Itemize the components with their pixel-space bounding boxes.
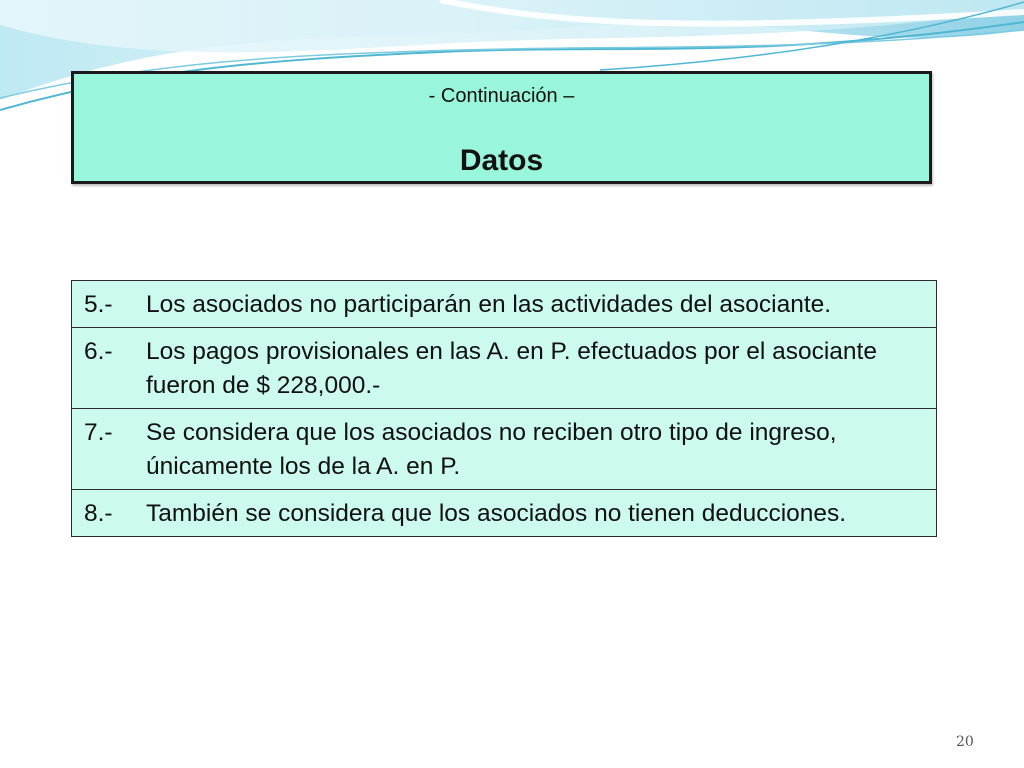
item-number: 8.- — [84, 500, 113, 527]
item-text: Los pagos provisionales en las A. en P. efectuados por el asociante fueron de $ 228,000.- — [146, 338, 877, 399]
table-row — [72, 409, 937, 490]
item-text: Se considera que los asociados no reciben otro tipo de ingreso, únicamente los de la A. en P. — [146, 419, 837, 480]
item-number: 7.- — [84, 419, 113, 446]
data-table — [71, 280, 937, 537]
table-row — [72, 328, 937, 409]
table-cell — [72, 490, 937, 537]
table-cell — [72, 281, 937, 328]
item-text: Los asociados no participarán en las actividades del asociante. — [146, 291, 832, 318]
table-cell — [72, 409, 937, 490]
header-title: Datos — [459, 144, 544, 177]
header-subtitle: - Continuación – — [428, 85, 575, 107]
page-number: 20 — [956, 734, 974, 750]
item-number: 6.- — [84, 338, 113, 365]
item-number: 5.- — [84, 291, 113, 318]
table-row — [72, 490, 937, 537]
header-box — [71, 71, 932, 184]
table-cell — [72, 328, 937, 409]
item-text: También se considera que los asociados no tienen deducciones. — [146, 500, 847, 527]
table-row — [72, 281, 937, 328]
